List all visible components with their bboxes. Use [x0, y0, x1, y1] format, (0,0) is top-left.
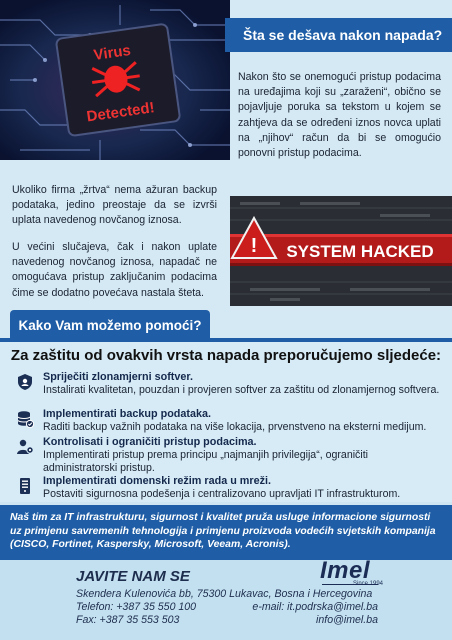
help-tab	[10, 310, 210, 340]
contact-email-support[interactable]: e-mail: it.podrska@imel.ba	[252, 601, 378, 613]
contact-phone: Telefon: +387 35 550 100	[76, 601, 197, 613]
section-title-after-attack	[225, 18, 452, 52]
user-gear-icon	[16, 438, 34, 456]
contact-title: JAVITE NAM SE	[76, 568, 190, 585]
logo-since: Since 1994	[353, 581, 384, 587]
paragraph-no-backup: Ukoliko firma „žrtva“ nema ažuran backup podataka, jedino preostaje da se izvrši uplata navedenog novčanog iznosa.	[12, 184, 217, 227]
section-title-text: Šta se dešava nakon napada?	[243, 27, 443, 43]
recommendation-title: Kontrolisati i ograničiti pristup podacima.	[43, 436, 257, 448]
database-backup-icon	[16, 410, 34, 428]
contact-email-info[interactable]: info@imel.ba	[316, 614, 378, 626]
info-text: Naš tim za IT infrastrukturu, sigurnost i kvalitet pruža usluge informacione sigurnosti uz primjenu savremenih tehnologija i primjenu proizvoda vodećih svjetskih kompanija (CISCO, Fortinet, Kaspersky, Microsoft, Veeam, Acronis).	[10, 512, 436, 550]
imel-logo: Imel	[320, 557, 371, 584]
recommendation-desc: Postaviti sigurnosna podešenja i centralizovano upravljati IT infrastrukturom.	[43, 488, 401, 500]
svg-text:!: !	[250, 235, 258, 257]
virus-text-line1: Virus	[92, 41, 132, 64]
contact-section	[0, 560, 452, 640]
shield-user-icon	[16, 373, 34, 391]
virus-detected-image	[0, 0, 230, 160]
recommendation-title: Implementirati domenski režim rada u mreži.	[43, 475, 272, 487]
paragraph-after-attack: Nakon što se onemogući pristup podacima na uređajima koji su „zaraženi“, obično se pojavljuje poruka sa tekstom u kojem se zahtjeva da se određeni iznos novca uplati na „njihov“ račun da bi se omogućio ponovni pristup podacima.	[238, 71, 441, 160]
paragraph-payment-risk: U većini slučajeva, čak i nakon uplate navedenog novčanog iznosa, napadač ne omogućava pristup zaključanim podacima čime se dodatno povećava nastala šteta.	[12, 241, 217, 299]
recommendation-desc: Raditi backup važnih podataka na više lokacija, prvenstveno na eksterni medijum.	[43, 421, 427, 433]
contact-fax: Fax: +387 35 553 503	[76, 614, 180, 626]
help-tab-label: Kako Vam možemo pomoći?	[18, 317, 202, 333]
system-hacked-image	[230, 196, 452, 306]
recommendation-title: Spriječiti zlonamjerni softver.	[43, 371, 194, 383]
recommendation-title: Implementirati backup podataka.	[43, 408, 211, 420]
system-hacked-text: SYSTEM HACKED	[286, 242, 434, 261]
recommendations-heading: Za zaštitu od ovakvih vrsta napada preporučujemo sljedeće:	[10, 347, 442, 364]
virus-text-line2: Detected!	[85, 99, 156, 126]
server-icon	[16, 477, 34, 495]
contact-address: Skendera Kulenovića bb, 75300 Lukavac, Bosna i Hercegovina	[76, 588, 373, 600]
recommendation-desc: Instalirati kvalitetan, pouzdan i provjeren softver za zaštitu od zlonamjernog softvera.	[43, 384, 440, 396]
recommendation-desc: Implementirati pristup prema principu „najmanjih privilegija“, ograničiti administratorski pristup.	[43, 449, 369, 474]
